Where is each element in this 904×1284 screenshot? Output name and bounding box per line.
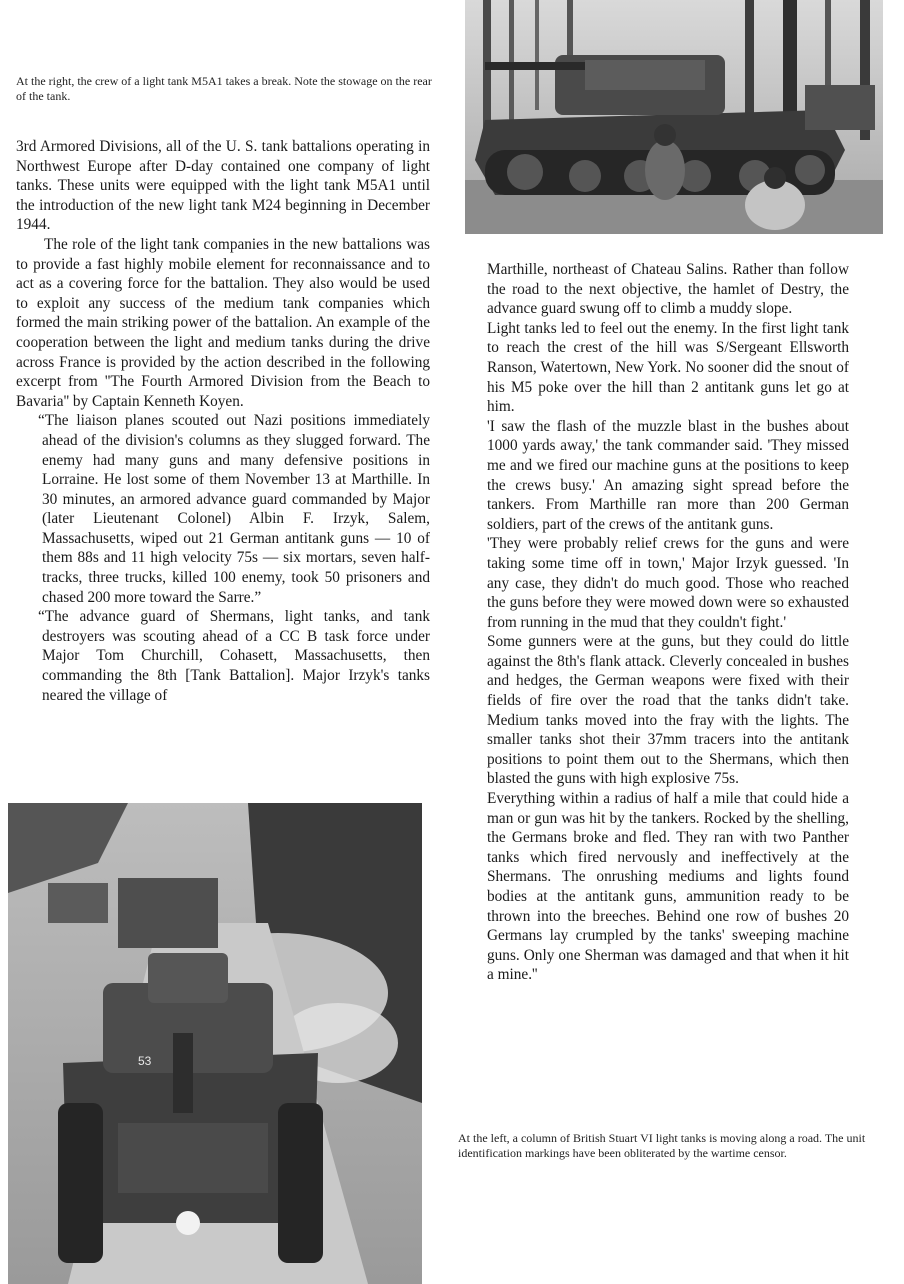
paragraph: The role of the light tank companies in the new battalions was to provide a fast highly mobile element for reconnaissance and to act as a covering force for the battalion. They also would be used to exploit any success of the medium tank companies which formed the main striking power of the battalion. An example of the cooperation between the light and medium tanks during the drive across France is provided by the action described in the following excerpt from ''The Fourth Armored Division from the Beach to Bavaria'' by Captain Kenneth Koyen. — [16, 235, 430, 410]
caption-bottom-photo: At the left, a column of British Stuart VI light tanks is moving along a road. The unit identification markings have been obliterated by the wartime censor. — [458, 1131, 866, 1160]
photo-stuart-vi-column — [8, 803, 422, 1284]
left-text-column — [16, 137, 430, 705]
paragraph: 'They were probably relief crews for the guns and were taking some time off in town,' Major Irzyk guessed. 'In any case, they didn't do much good. Those who reached the guns before they were mowed down were so exhausted from running in the mud that they couldn't fight.' — [487, 535, 849, 631]
paragraph: Marthille, northeast of Chateau Salins. Rather than follow the road to the next objective, the hamlet of Destry, the advance guard swung off to climb a muddy slope. — [487, 261, 849, 318]
paragraph: 'I saw the flash of the muzzle blast in the bushes about 1000 yards away,' the tank commander said. 'They missed me and we fired our machine guns at the positions to keep the crews busy.' An amazing sight spread before the tankers. From Marthille ran more than 200 German soldiers, part of the crews of the antitank guns. — [487, 417, 849, 533]
paragraph: Light tanks led to feel out the enemy. In the first light tank to reach the crest of the hill was S/Sergeant Ellsworth Ranson, Watertown, New York. No sooner did the snout of his M5 poke over the hill than 2 antitank guns let go at him. — [487, 319, 849, 416]
tank-m5a1-illustration — [465, 0, 883, 234]
paragraph: Everything within a radius of half a mile that could hide a man or gun was hit by the tankers. Rocked by the shelling, the Germans broke and fled. They ran with two Panther tanks which fired nervously and ineffectively at the Shermans. The onrushing mediums and lights found bodies at the antitank guns, ammunition ready to be thrown into the breeches. Behind one row of bushes 20 Germans lay crumpled by the tanks' sweeping machine guns. Only one Sherman was damaged and that when it hit a mine.'' — [487, 790, 849, 984]
quote-paragraph: “The liaison planes scouted out Nazi positions immediately ahead of the division's columns as they slugged forward. The enemy had many guns and many defensive positions in Lorraine. He lost some of them November 13 at Marthille. In 30 minutes, an armored advance guard commanded by Major (later Lieutenant Colonel) Albin F. Irzyk, Salem, Massachusetts, wiped out 21 German antitank guns — 10 of them 88s and 11 high velocity 75s — six mortars, seven half-tracks, three trucks, killed 100 enemy, took 50 prisoners and chased 200 more toward the Sarre.” — [38, 412, 430, 606]
tank-number-marking: 53 — [138, 1054, 152, 1068]
quote-paragraph: “The advance guard of Shermans, light tanks, and tank destroyers was scouting ahead of a CC B task force under Major Tom Churchill, Cohasett, Massachusetts, then commanding the 8th [Tank Battalion]. Major Irzyk's tanks neared the village of — [38, 608, 430, 704]
right-text-column — [487, 260, 849, 985]
paragraph: Some gunners were at the guns, but they could do little against the 8th's flank attack. Cleverly concealed in bushes and hedges, the German weapons were fixed with their fields of fire over the road that the tanks didn't take. Medium tanks moved into the fray with the lights. The smaller tanks shot their 37mm tracers into the antitank positions to point them out to the Shermans, which then blasted the guns with high explosive 75s. — [487, 633, 849, 788]
caption-top-photo: At the right, the crew of a light tank M5A1 takes a break. Note the stowage on the rear of the tank. — [16, 74, 432, 103]
photo-m5a1-tank-crew — [465, 0, 883, 234]
paragraph: 3rd Armored Divisions, all of the U. S. tank battalions operating in Northwest Europe after D-day contained one company of light tanks. These units were equipped with the light tank M5A1 until the introduction of the new light tank M24 beginning in December 1944. — [16, 138, 430, 234]
stuart-tank-column-illustration — [8, 803, 422, 1284]
censored-marking-icon — [176, 1211, 200, 1235]
